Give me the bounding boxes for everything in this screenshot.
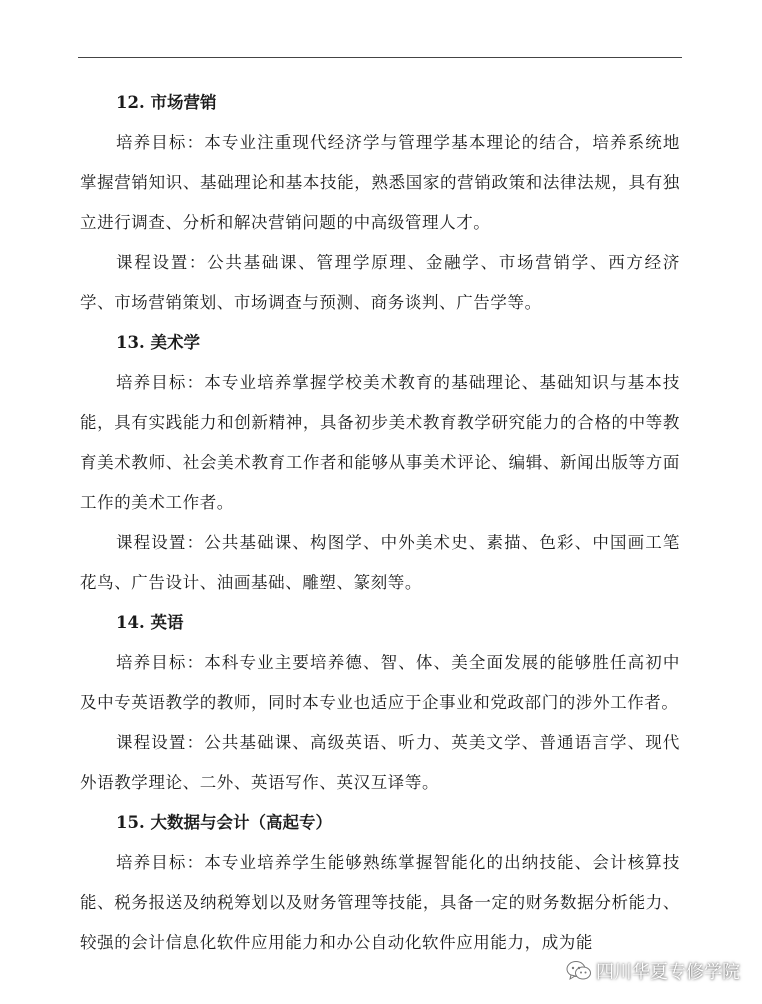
section-heading: 12. 市场营销 (116, 93, 217, 112)
watermark-text: 四川华夏专修学院 (596, 962, 740, 983)
section-big-data-accounting (80, 803, 680, 963)
section-heading: 14. 英语 (116, 613, 184, 632)
section-english (80, 603, 680, 803)
course-list-paragraph: 课程设置：公共基础课、高级英语、听力、英美文学、普通语言学、现代外语教学理论、二外、英语写作、英汉互译等。 (80, 733, 680, 792)
document-body (80, 83, 680, 963)
section-heading: 15. 大数据与会计（高起专） (116, 813, 332, 832)
training-goal-paragraph: 培养目标：本专业培养学生能够熟练掌握智能化的出纳技能、会计核算技能、税务报送及纳税筹划以及财务管理等技能，具备一定的财务数据分析能力、较强的会计信息化软件应用能力和办公自动化软件应用能力，成为能 (80, 853, 680, 952)
training-goal-paragraph: 培养目标：本专业注重现代经济学与管理学基本理论的结合，培养系统地掌握营销知识、基础理论和基本技能，熟悉国家的营销政策和法律法规，具有独立进行调查、分析和解决营销问题的中高级管理人才。 (80, 133, 680, 232)
course-list-paragraph: 课程设置：公共基础课、构图学、中外美术史、素描、色彩、中国画工笔花鸟、广告设计、油画基础、雕塑、篆刻等。 (80, 533, 680, 592)
header-rule (78, 57, 682, 58)
course-list-paragraph: 课程设置：公共基础课、管理学原理、金融学、市场营销学、西方经济学、市场营销策划、市场调查与预测、商务谈判、广告学等。 (80, 253, 680, 312)
wechat-icon (566, 960, 592, 982)
section-fine-arts (80, 323, 680, 603)
training-goal-paragraph: 培养目标：本专业培养掌握学校美术教育的基础理论、基础知识与基本技能，具有实践能力和创新精神，具备初步美术教育教学研究能力的合格的中等教育美术教师、社会美术教育工作者和能够从事美术评论、编辑、新闻出版等方面工作的美术工作者。 (80, 373, 680, 512)
section-heading: 13. 美术学 (116, 333, 200, 352)
section-marketing (80, 83, 680, 323)
watermark (566, 958, 740, 984)
training-goal-paragraph: 培养目标：本科专业主要培养德、智、体、美全面发展的能够胜任高初中及中专英语教学的教师，同时本专业也适应于企事业和党政部门的涉外工作者。 (80, 653, 680, 712)
